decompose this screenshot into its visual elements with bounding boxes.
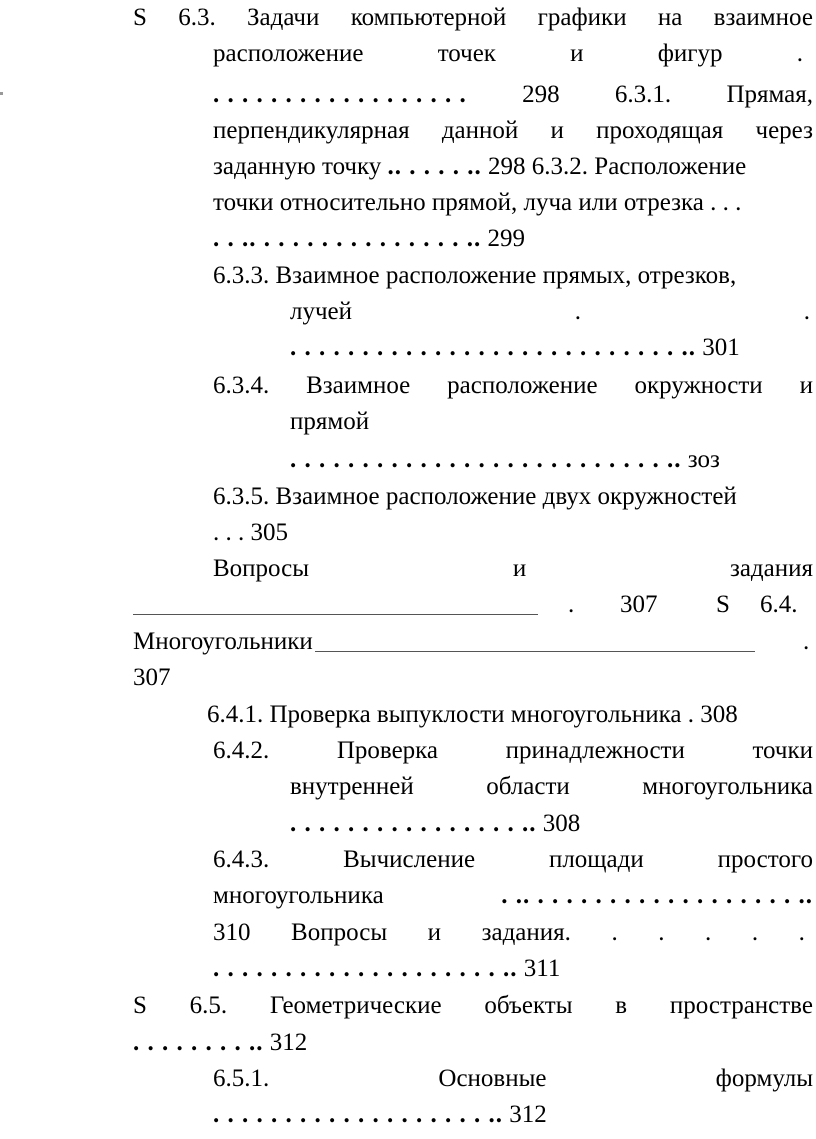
page-number: 307 bbox=[133, 664, 171, 691]
word: . bbox=[611, 919, 618, 946]
word: задания bbox=[729, 555, 813, 582]
word: . bbox=[574, 298, 582, 325]
toc-entry-6-4-3-line-3 bbox=[213, 915, 805, 951]
page-number: 307 bbox=[620, 591, 658, 618]
word: и bbox=[512, 555, 527, 582]
toc-entry-6-5-line-2 bbox=[133, 1025, 307, 1061]
leader-dots: . . . . . . . . . . . . . . . . . . . . .. bbox=[213, 955, 518, 982]
word: многоугольника bbox=[642, 773, 813, 800]
toc-entry-6-3-line-1 bbox=[133, 0, 813, 36]
word: расположение bbox=[447, 372, 598, 399]
word: Вычисление bbox=[343, 846, 476, 873]
word: данной bbox=[441, 117, 519, 144]
toc-entry-6-4-2-line-3 bbox=[290, 806, 580, 842]
word: . bbox=[568, 591, 575, 618]
word: . bbox=[751, 919, 759, 946]
word: . bbox=[658, 919, 665, 946]
toc-entry-6-4-2-line-1 bbox=[213, 733, 813, 769]
word: лучей bbox=[290, 298, 353, 325]
word: и bbox=[550, 117, 564, 144]
word: через bbox=[755, 117, 813, 144]
toc-entry-6-3-3-line-3 bbox=[290, 330, 740, 366]
entry-text: 6.3.3. Взаимное расположение прямых, отрезков, bbox=[213, 262, 737, 289]
page-number: 312 bbox=[509, 1101, 547, 1128]
word: Взаимное bbox=[306, 372, 411, 399]
toc-entry-6-3-5-line-1 bbox=[213, 479, 737, 515]
leader-dots: . . . . . . . . . . . . . . . . . . . .. bbox=[213, 1101, 503, 1128]
word: в bbox=[615, 992, 628, 1019]
word: внутренней bbox=[290, 773, 414, 800]
toc-entry-6-4-1 bbox=[207, 697, 738, 733]
page-number: 308 bbox=[542, 810, 581, 837]
page-number: 311 bbox=[523, 955, 561, 982]
toc-entry-6-4-2-line-2 bbox=[290, 769, 813, 805]
word: проходящая bbox=[596, 117, 724, 144]
word: 6.5.1. bbox=[213, 1065, 270, 1092]
page-number: 310 bbox=[213, 919, 251, 946]
word: . bbox=[798, 919, 805, 946]
page-number: зоз bbox=[687, 446, 720, 473]
toc-entry-questions-6-3-line-2 bbox=[133, 587, 813, 623]
leader-rule bbox=[133, 613, 538, 615]
word: и bbox=[427, 919, 442, 946]
toc-entry-6-5-1-line-2 bbox=[213, 1097, 547, 1133]
toc-entry-6-3-2-line-3 bbox=[213, 221, 525, 257]
word: . bbox=[803, 628, 810, 655]
word: задания. bbox=[481, 919, 571, 946]
word: точек bbox=[437, 40, 496, 67]
word: простого bbox=[717, 846, 813, 873]
toc-entry-questions-6-3-line-1 bbox=[213, 551, 813, 587]
toc-entry-6-3-3-line-2 bbox=[290, 294, 810, 330]
word: Вопросы bbox=[213, 555, 310, 582]
toc-entry-6-3-4-line-1 bbox=[213, 368, 813, 404]
toc-entry-6-3-1-line-3 bbox=[213, 149, 746, 185]
toc-entry-6-3-3-line-1 bbox=[213, 258, 736, 294]
toc-entry-6-3-1-line-2 bbox=[213, 113, 813, 149]
word: 6.4.3. bbox=[213, 846, 270, 873]
word: точки bbox=[752, 737, 813, 764]
leader-dots: .. . . . . .. bbox=[387, 153, 482, 180]
word: формулы bbox=[715, 1065, 813, 1092]
leader-dots: . . .. . . . . . . . . . . . . . . .. bbox=[213, 225, 482, 252]
toc-entry-questions-6-4-line-2 bbox=[213, 951, 560, 987]
word: S bbox=[133, 992, 147, 1019]
word: и bbox=[570, 40, 584, 67]
leader-rule bbox=[315, 650, 755, 652]
entry-text: 6.4.1. Проверка выпуклости многоугольника . 308 bbox=[207, 701, 738, 728]
word: Задачи bbox=[247, 4, 320, 31]
entry-text: 298 6.3.2. Расположение bbox=[488, 153, 747, 180]
margin-mark bbox=[0, 92, 3, 95]
word: 6.3. bbox=[178, 4, 216, 31]
word: 6.4.2. bbox=[213, 737, 270, 764]
word: S bbox=[133, 4, 147, 31]
leader-dots: . . . . . . . . . . . . . . . . . . . . . . . . . . .. bbox=[290, 446, 682, 473]
toc-entry-6-4-3-line-1 bbox=[213, 842, 813, 878]
toc-entry-6-3-4-line-3 bbox=[290, 442, 720, 478]
leader-dots: . . . . . . . . . . . . . . . . .. bbox=[290, 810, 537, 837]
leader-dots: . .. . . . . . . . . . . . . . . . . . . .. bbox=[501, 882, 813, 909]
word: Геометрические bbox=[269, 992, 442, 1019]
toc-entry-6-4-3-line-2 bbox=[213, 878, 813, 914]
leader-dots: . . . . . . . . . . . . . . . . . . . . . . . . . . . .. bbox=[290, 334, 696, 361]
word: Вопросы bbox=[291, 919, 388, 946]
word: перпендикулярная bbox=[213, 117, 410, 144]
word: пространстве bbox=[669, 992, 813, 1019]
word: . bbox=[803, 298, 810, 325]
toc-entry-6-3-line-3 bbox=[213, 77, 813, 113]
entry-text: многоугольника bbox=[213, 882, 384, 909]
word: 6.4. bbox=[760, 591, 798, 618]
page-number: 312 bbox=[269, 1029, 308, 1056]
word: площади bbox=[548, 846, 644, 873]
word: S bbox=[716, 591, 730, 618]
word: области bbox=[486, 773, 570, 800]
toc-entry-6-3-5-line-2 bbox=[213, 515, 288, 551]
word: на bbox=[657, 4, 683, 31]
word: . bbox=[796, 40, 803, 67]
word: 6.3.1. bbox=[614, 81, 672, 108]
toc-entry-6-4-line-1 bbox=[133, 624, 813, 660]
page-number: 301 bbox=[702, 334, 740, 361]
leader-dots: . . . . . . . . .. bbox=[133, 1029, 264, 1056]
word: Основные bbox=[438, 1065, 547, 1092]
entry-text: заданную точку bbox=[213, 153, 382, 180]
toc-entry-6-3-4-line-2 bbox=[290, 404, 369, 440]
word: 6.5. bbox=[189, 992, 228, 1019]
word: графики bbox=[537, 4, 627, 31]
toc-entry-6-3-2-line-2 bbox=[213, 185, 741, 221]
word: Прямая, bbox=[726, 81, 813, 108]
word: фигур bbox=[657, 40, 723, 67]
word: и bbox=[799, 372, 813, 399]
toc-entry-6-5-line-1 bbox=[133, 988, 813, 1024]
entry-text: точки относительно прямой, луча или отрезка . . . bbox=[213, 189, 742, 216]
word: окружности bbox=[634, 372, 763, 399]
leader-dots: . . . . . . . . . . . . . . . . . . bbox=[213, 81, 467, 108]
toc-entry-6-5-1-line-1 bbox=[213, 1061, 813, 1097]
word: Проверка bbox=[336, 737, 439, 764]
toc-entry-6-4-line-2 bbox=[133, 660, 171, 696]
entry-text: Многоугольники bbox=[133, 628, 313, 655]
page-number: 299 bbox=[487, 225, 525, 252]
entry-text: . . . 305 bbox=[213, 519, 288, 546]
page-number: 298 bbox=[522, 81, 560, 108]
toc-entry-6-3-line-2 bbox=[213, 36, 803, 72]
word: расположение bbox=[213, 40, 364, 67]
word: 6.3.4. bbox=[213, 372, 270, 399]
entry-text: прямой bbox=[290, 408, 370, 435]
word: взаимное bbox=[713, 4, 813, 31]
word: принадлежности bbox=[505, 737, 685, 764]
word: . bbox=[705, 919, 712, 946]
word: компьютерной bbox=[350, 4, 507, 31]
word: объекты bbox=[484, 992, 573, 1019]
entry-text: 6.3.5. Взаимное расположение двух окружностей bbox=[213, 483, 737, 510]
